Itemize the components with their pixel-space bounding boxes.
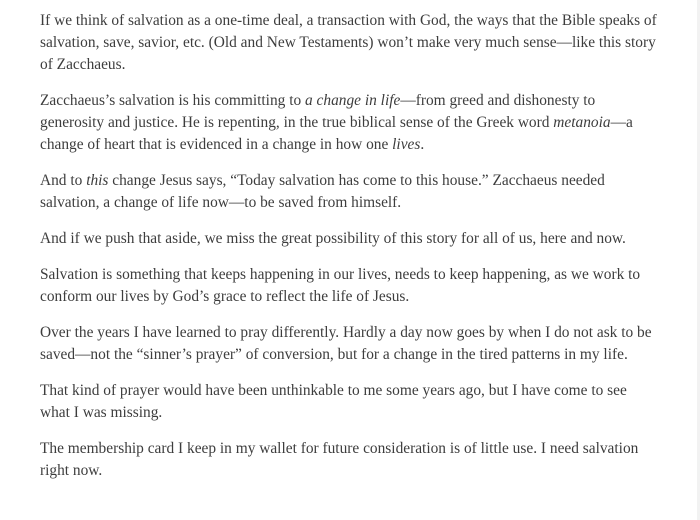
paragraph-text: The membership card I keep in my wallet for future consideration is of little use. I need salvation right now. <box>40 440 639 479</box>
emphasis-text: lives <box>392 136 421 153</box>
paragraph-text: That kind of prayer would have been unthinkable to me some years ago, but I have come to see what I was missing. <box>40 382 627 421</box>
paragraph-text: Zacchaeus’s salvation is his committing to <box>40 92 306 109</box>
emphasis-text: a change in life <box>305 92 401 109</box>
paragraph-6 <box>40 322 658 366</box>
paragraph-2 <box>40 90 658 156</box>
paragraph-text: —from greed and dishonesty to generosity and justice. He is repenting, in the true biblical sense of the Greek word <box>40 92 596 131</box>
paragraph-text: If we think of salvation as a one-time deal, a transaction with God, the ways that the Bible speaks of salvation, save, savior, etc. (Old and New Testaments) won’t make very much sense—like this story of Zacchaeus. <box>40 12 657 73</box>
paragraph-text: . <box>420 136 425 153</box>
paragraph-text: —a change of heart that is evidenced in a change in how one <box>40 114 633 153</box>
emphasis-text: this <box>86 172 109 189</box>
paragraph-text: And to <box>40 172 87 189</box>
paragraph-text: Over the years I have learned to pray differently. Hardly a day now goes by when I do not ask to be saved—not the “sinner’s prayer” of conversion, but for a change in the tired patterns in my life. <box>40 324 652 363</box>
paragraph-text: And if we push that aside, we miss the great possibility of this story for all of us, here and now. <box>40 230 626 247</box>
emphasis-text: metanoia <box>553 114 611 131</box>
paragraph-4 <box>40 228 658 250</box>
paragraph-5 <box>40 264 658 308</box>
paragraph-1 <box>40 10 658 76</box>
paragraph-text: change Jesus says, “Today salvation has come to this house.” Zacchaeus needed salvation, a change of life now—to be saved from himself. <box>40 172 605 211</box>
paragraph-7 <box>40 380 658 424</box>
article-body <box>40 10 658 496</box>
paragraph-8 <box>40 438 658 482</box>
paragraph-text: Salvation is something that keeps happening in our lives, needs to keep happening, as we work to conform our lives by God’s grace to reflect the life of Jesus. <box>40 266 641 305</box>
paragraph-3 <box>40 170 658 214</box>
